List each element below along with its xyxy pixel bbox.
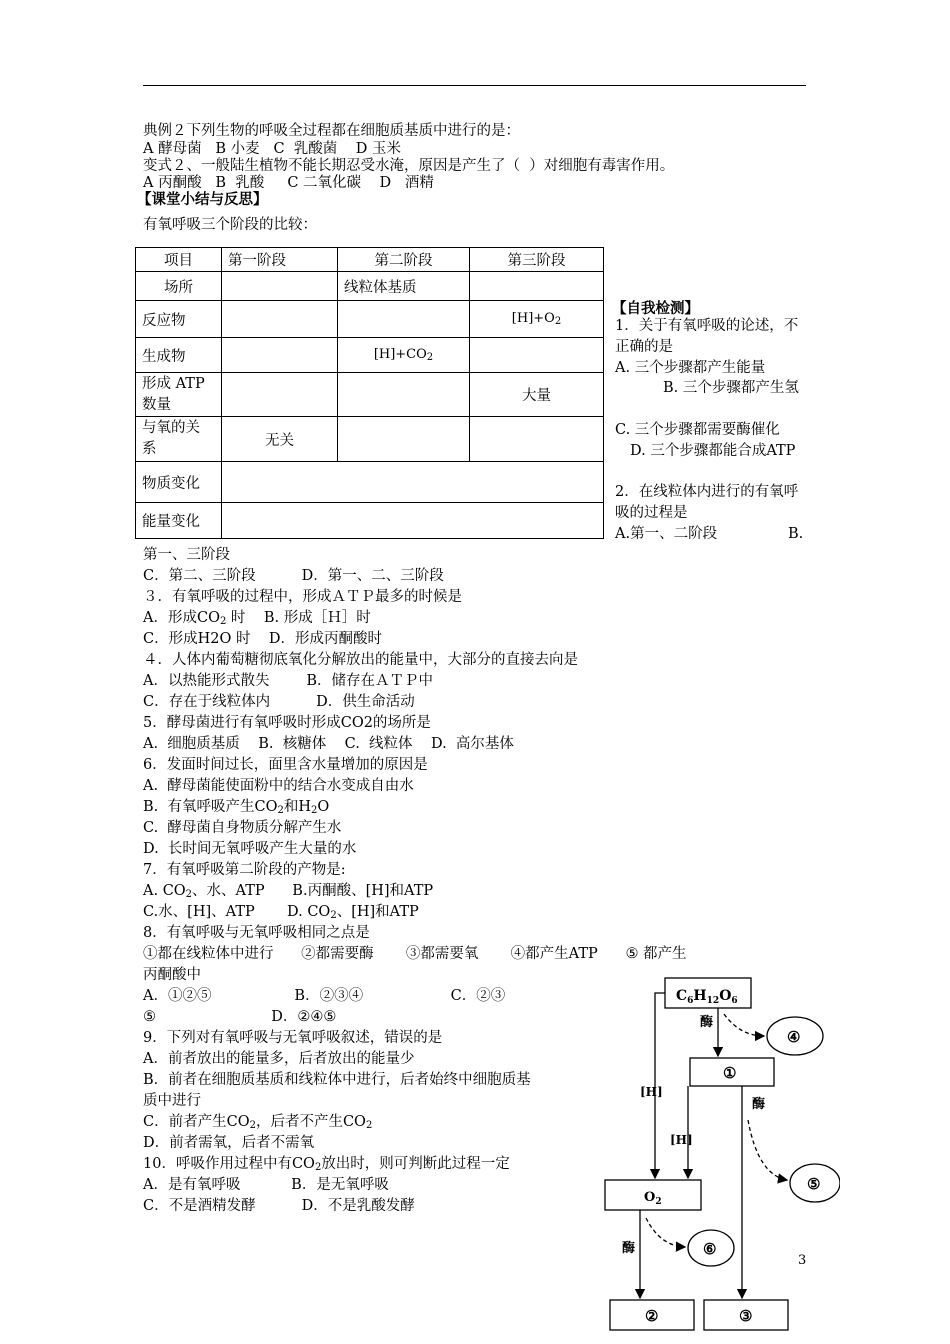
variant-question: 变式２、一般陆生植物不能长期忍受水淹，原因是产生了（ ）对细胞有毒害作用。 — [143, 158, 675, 174]
q9-a: A．前者放出的能量多，后者放出的能量少 — [143, 1051, 415, 1067]
cell — [338, 301, 470, 338]
cell — [222, 272, 338, 301]
row-product-label: 生成物 — [136, 338, 222, 373]
q6-a: A. 酵母菌能使面粉中的结合水变成自由水 — [143, 778, 414, 794]
row-matter-value — [222, 462, 604, 503]
q6: 6．发面时间过长，面里含水量增加的原因是 — [143, 757, 428, 773]
q8-options-ab: A．①②⑤ B．②③④ C．②③ — [143, 988, 506, 1004]
q7: 7．有氧呼吸第二阶段的产物是: — [143, 862, 346, 878]
q2-b-continued: 第一、三阶段 — [143, 547, 230, 563]
header-stage-1: 第一阶段 — [222, 248, 338, 272]
row-atp-label: 形成 ATP 数量 — [136, 373, 222, 417]
box-3-label: ③ — [739, 1307, 753, 1325]
q6-b: B. 有氧呼吸产生$CO_2$和$H_2O$ — [143, 799, 330, 816]
row-place-label: 场所 — [136, 272, 222, 301]
q9-b: B．前者在细胞质基质和线粒体中进行，后者始终中细胞质基 — [143, 1072, 531, 1088]
q8-items: ①都在线粒体中进行 ②都需要酶 ③都需要氧 ④都产生ATP ⑤ 都产生 — [143, 946, 687, 962]
q5: 5．酵母菌进行有氧呼吸时形成CO2的场所是 — [143, 715, 431, 731]
row-matter-label: 物质变化 — [136, 462, 222, 503]
self-test-q2-b: B. — [788, 526, 804, 542]
ellipse-4-label: ④ — [787, 1028, 801, 1046]
box-2-label: ② — [645, 1307, 659, 1325]
q3: ３．有氧呼吸的过程中，形成ＡＴＰ最多的时候是 — [143, 589, 462, 605]
q4-options-cd: C．存在于线粒体内 D．供生命活动 — [143, 694, 415, 710]
q8-items-continued: 丙酮酸中 — [143, 967, 201, 983]
row-oxygen-stage-1: 无关 — [222, 417, 338, 462]
q10: 10．呼吸作用过程中有$CO_2$放出时，则可判断此过程一定 — [143, 1156, 510, 1173]
self-test-q1-d: D. 三个步骤都能合成ATP — [630, 443, 796, 459]
q9-d: D．前者需氧，后者不需氧 — [143, 1135, 315, 1151]
self-test-q2-a: A.第一、二阶段 — [615, 526, 718, 542]
enzyme-label-2: 酶 — [752, 1097, 766, 1112]
variant-options: A 丙酮酸 B 乳酸 C 二氧化碳 D 酒精 — [143, 175, 434, 191]
ellipse-6-label: ⑥ — [703, 1240, 717, 1258]
cell — [222, 301, 338, 338]
page-number: 3 — [798, 1253, 807, 1268]
row-place-stage-2: 线粒体基质 — [338, 272, 470, 301]
row-product-stage-2: $[H]+CO_2$ — [338, 338, 470, 373]
h-label-1: [H] — [640, 1085, 663, 1099]
row-energy-value — [222, 503, 604, 539]
oxygen-label: $O_2$ — [644, 1190, 662, 1207]
header-stage-2: 第二阶段 — [338, 248, 470, 272]
self-test-q2: 2．在线粒体内进行的有氧呼吸的过程是 — [615, 484, 799, 521]
summary-intro: 有氧呼吸三个阶段的比较： — [143, 217, 317, 233]
q10-options-ab: A．是有氧呼吸 B．是无氧呼吸 — [143, 1177, 389, 1193]
cell — [222, 373, 338, 417]
row-energy-label: 能量变化 — [136, 503, 222, 539]
summary-heading: 【课堂小结与反思】 — [137, 191, 268, 208]
enzyme-label-1: 酶 — [700, 1015, 714, 1030]
example-options: A 酵母菌 B 小麦 C 乳酸菌 D 玉米 — [143, 141, 401, 157]
q5-options: A. 细胞质基质 B. 核糖体 C. 线粒体 D. 高尔基体 — [143, 736, 514, 752]
self-test-q1-b: B. 三个步骤都产生氢 — [663, 380, 799, 396]
row-reactant-label: 反应物 — [136, 301, 222, 338]
enzyme-label-3: 酶 — [622, 1241, 636, 1256]
self-test-q1-a: A. 三个步骤都产生能量 — [615, 360, 766, 376]
q9-c: C．前者产生$CO_2$，后者不产生$CO_2$ — [143, 1114, 373, 1131]
q8-options-cd: ⑤ D．②④⑤ — [143, 1009, 337, 1025]
header-item: 项目 — [136, 248, 222, 272]
self-test-q1: 1．关于有氧呼吸的论述，不正确的是 — [615, 318, 799, 355]
q9-b-continued: 质中进行 — [143, 1093, 201, 1109]
q3-options-ab: A．形成$CO_2$ 时 B. 形成［Ｈ］时 — [143, 610, 371, 627]
q10-options-cd: C．不是酒精发酵 D．不是乳酸发酵 — [143, 1198, 415, 1214]
respiration-diagram — [600, 970, 840, 1340]
ellipse-5-label: ⑤ — [807, 1175, 821, 1193]
row-reactant-stage-3: $[H]+O_2$ — [470, 301, 604, 338]
q4: ４．人体内葡萄糖彻底氧化分解放出的能量中，大部分的直接去向是 — [143, 652, 578, 668]
row-atp-stage-3: 大量 — [470, 373, 604, 417]
cell — [338, 373, 470, 417]
glucose-label: $C_6H_{12}O_6$ — [676, 988, 738, 1006]
q9: 9．下列对有氧呼吸与无氧呼吸叙述，错误的是 — [143, 1030, 443, 1046]
cell — [338, 417, 470, 462]
q8: 8．有氧呼吸与无氧呼吸相同之点是 — [143, 925, 370, 941]
q6-d: D. 长时间无氧呼吸产生大量的水 — [143, 841, 357, 857]
header-rule — [143, 85, 806, 86]
q4-options-ab: A．以热能形式散失 B．储存在ＡＴＰ中 — [143, 673, 433, 689]
row-oxygen-label: 与氧的关 系 — [136, 417, 222, 462]
example-question: 典例２下列生物的呼吸全过程都在细胞质基质中进行的是： — [143, 123, 520, 139]
box-1-label: ① — [723, 1064, 737, 1082]
self-test-heading: 【自我检测】 — [612, 300, 699, 317]
q2-options-cd: C．第二、三阶段 D．第一、二、三阶段 — [143, 568, 444, 584]
header-stage-3: 第三阶段 — [470, 248, 604, 272]
cell — [470, 417, 604, 462]
h-label-2: [H] — [670, 1133, 693, 1147]
cell — [222, 338, 338, 373]
cell — [470, 338, 604, 373]
q7-options-ab: A. $CO_2$、水、ATP B.丙酮酸、[H]和ATP — [143, 883, 434, 900]
cell — [470, 272, 604, 301]
self-test-q1-c: C. 三个步骤都需要酶催化 — [615, 422, 780, 438]
comparison-table — [135, 247, 604, 539]
q3-options-cd: C．形成H2O 时 D．形成丙酮酸时 — [143, 631, 383, 647]
q6-c: C. 酵母菌自身物质分解产生水 — [143, 820, 342, 836]
q7-options-cd: C.水、[H]、ATP D. $CO_2$、[H]和ATP — [143, 904, 419, 921]
